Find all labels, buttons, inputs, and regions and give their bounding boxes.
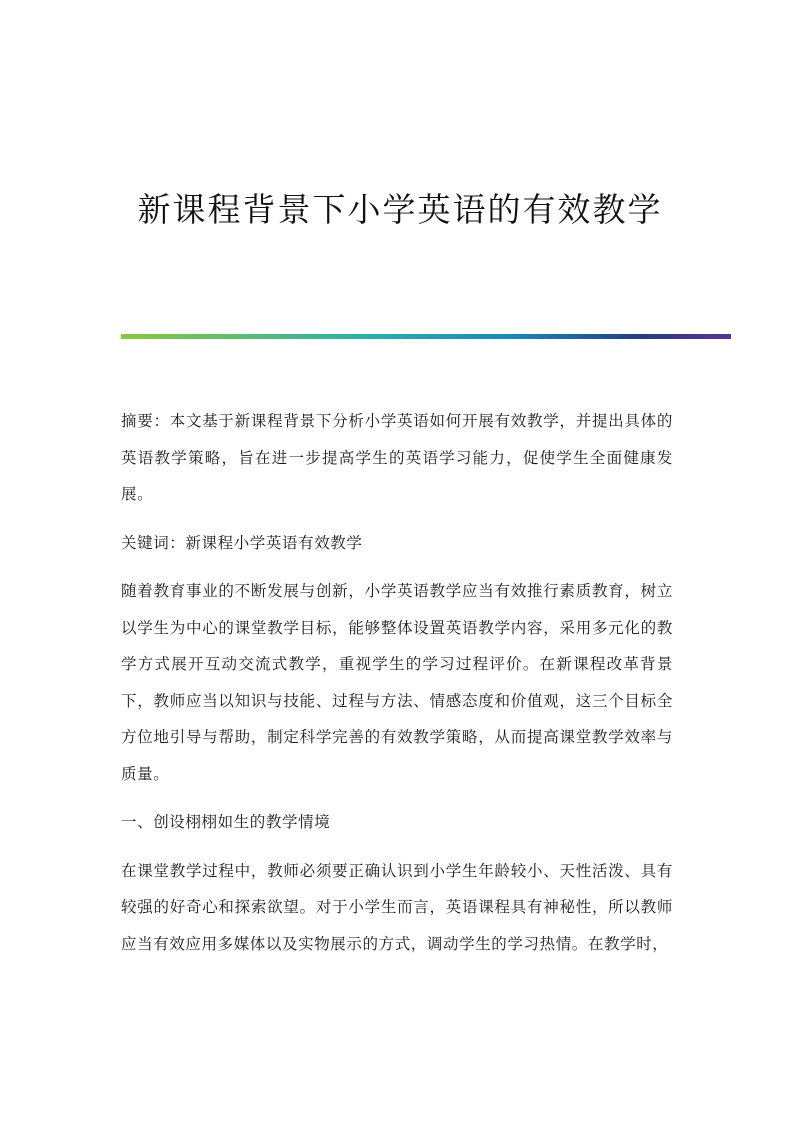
section-heading: 一、创设栩栩如生的教学情境 [121, 813, 331, 831]
title-divider [121, 334, 731, 339]
abstract-paragraph: 摘要：本文基于新课程背景下分析小学英语如何开展有效教学，并提出具体的英语教学策略，旨在进一步提高学生的英语学习能力，促使学生全面健康发展。 [121, 412, 673, 503]
document-body [121, 403, 673, 974]
intro-paragraph: 随着教育事业的不断发展与创新，小学英语教学应当有效推行素质教育，树立以学生为中心的课堂教学目标，能够整体设置英语教学内容，采用多元化的教学方式展开互动交流式教学，重视学生的学习过程评价。在新课程改革背景下，教师应当以知识与技能、过程与方法、情感态度和价值观，这三个目标全方位地引导与帮助，制定科学完善的有效教学策略，从而提高课堂教学效率与质量。 [121, 582, 673, 783]
section-paragraph: 在课堂教学过程中，教师必须要正确认识到小学生年龄较小、天性活泼、具有较强的好奇心和探索欲望。对于小学生而言，英语课程具有神秘性，所以教师应当有效应用多媒体以及实物展示的方式，调动学生的学习热情。在教学时， [121, 861, 673, 953]
keywords-paragraph: 关键词：新课程小学英语有效教学 [121, 533, 363, 552]
document-title: 新课程背景下小学英语的有效教学 [137, 190, 663, 229]
